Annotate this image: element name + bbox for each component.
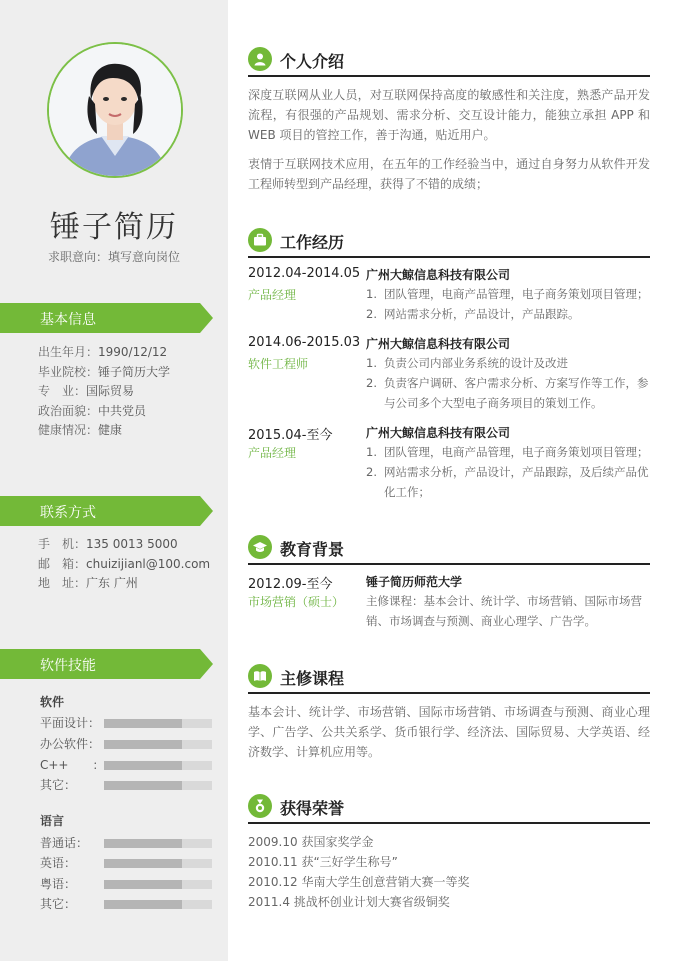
honor-item: 2009.10 获国家奖学金 (248, 835, 374, 849)
job-duties (366, 284, 650, 324)
skill-row: 其它： (40, 774, 220, 794)
skill-row: 平面设计： (40, 712, 220, 732)
skill-bar-fill (104, 839, 182, 848)
profile-photo (47, 42, 183, 178)
duty-item: 1. 团队管理，电商产品管理，电子商务策划项目管理； (366, 445, 649, 459)
skills-title: 软件技能 (40, 658, 96, 674)
skill-row: C++ ： (40, 754, 220, 774)
info-row-major: 专 业： 国际贸易 (38, 384, 135, 398)
section-work (248, 228, 650, 258)
section-band-contact (0, 496, 213, 526)
skill-bar-fill (104, 761, 182, 770)
band-arrow-shape (0, 303, 213, 333)
job-duties (366, 353, 650, 413)
section-divider (248, 692, 650, 694)
job-role: 软件工程师 (248, 357, 309, 371)
duty-item: 2. 负责客户调研、客户需求分析、方案写作等工作，参与公司多个大型电子商务项目的策划工作。 (366, 376, 649, 410)
skill-bar (104, 719, 212, 728)
skill-bar (104, 880, 212, 889)
intro-title: 个人介绍 (280, 52, 345, 71)
skill-bar-fill (104, 740, 182, 749)
basic-info-list (38, 343, 170, 441)
profile-name: 锤子简历 (50, 210, 178, 245)
skill-row: 其它： (40, 893, 220, 913)
duty-item: 2. 网站需求分析，产品设计，产品跟踪。 (366, 307, 580, 321)
contact-row-email: 邮 箱： chuizijianl@100.com (38, 556, 211, 571)
section-courses (248, 664, 650, 694)
skill-bar (104, 761, 212, 770)
skill-row: 办公软件： (40, 733, 220, 753)
job-dates: 2015.04-至今 (248, 428, 333, 443)
avatar (49, 44, 181, 176)
info-row-school: 毕业院校： 锤子简历大学 (38, 364, 171, 379)
skill-bar-fill (104, 719, 182, 728)
band-arrow-shape (0, 496, 213, 526)
contact-row-address: 地 址： 广东 广州 (38, 576, 138, 590)
honor-item: 2011.4 挑战杯创业计划大赛省级铜奖 (248, 895, 450, 909)
courses-text: 基本会计、统计学、市场营销、国际市场营销、市场调查与预测、商业心理学、广告学、公共关系学、货币银行学、经济法、国际贸易、大学英语、经济数学、计算机应用等。 (248, 705, 650, 759)
skill-group-language: 语言 (40, 814, 65, 828)
contact-row-phone: 手 机： 135 0013 5000 (38, 537, 178, 551)
skill-bar (104, 781, 212, 790)
education-dates: 2012.09-至今 (248, 577, 333, 592)
honors-title: 获得荣誉 (280, 799, 345, 818)
job-company: 广州大鲸信息科技有限公司 (366, 337, 511, 351)
duty-item: 1. 负责公司内部业务系统的设计及改进 (366, 356, 568, 370)
honor-item: 2010.11 获“三好学生称号” (248, 855, 398, 869)
job-intent: 求职意向：填写意向岗位 (47, 250, 180, 264)
intro-paragraph-2: 衷情于互联网技术应用，在五年的工作经验当中，通过自身努力从软件开发工程师转型到产品经理，获得了不错的成绩； (248, 157, 650, 191)
education-school: 锤子简历师范大学 (366, 575, 463, 589)
skill-bar (104, 859, 212, 868)
skill-bar (104, 900, 212, 909)
section-honors (248, 794, 650, 824)
duty-item: 2. 网站需求分析，产品设计，产品跟踪，及后续产品优化工作； (366, 465, 649, 499)
education-courses: 主修课程：基本会计、统计学、市场营销、国际市场营销、市场调查与预测、商业心理学、广告学。 (366, 594, 642, 628)
skill-row: 粤语： (40, 873, 220, 893)
section-education (248, 535, 650, 565)
skill-bar-fill (104, 900, 182, 909)
info-row-politics: 政治面貌： 中共党员 (38, 403, 147, 418)
job-dates: 2012.04-2014.05 (248, 266, 361, 281)
job-role: 产品经理 (248, 446, 297, 460)
graduation-cap-icon (248, 535, 272, 559)
honor-item: 2010.12 华南大学生创意营销大赛一等奖 (248, 875, 470, 889)
skill-bar (104, 839, 212, 848)
section-band-skills (0, 649, 213, 679)
job-company: 广州大鲸信息科技有限公司 (366, 268, 511, 282)
section-intro (248, 47, 650, 77)
contact-list (38, 535, 210, 594)
education-major: 市场营销（硕士） (248, 595, 345, 609)
skill-bar-fill (104, 781, 182, 790)
person-icon (248, 47, 272, 71)
band-arrow-shape (0, 649, 213, 679)
job-role: 产品经理 (248, 288, 297, 302)
duty-item: 1. 团队管理，电商产品管理，电子商务策划项目管理； (366, 287, 649, 301)
courses-title: 主修课程 (280, 669, 345, 688)
briefcase-icon (248, 228, 272, 252)
skill-bar-fill (104, 880, 182, 889)
book-icon (248, 664, 272, 688)
info-row-birth: 出生年月： 1990/12/12 (38, 345, 168, 359)
intro-paragraph-1: 深度互联网从业人员，对互联网保持高度的敏感性和关注度，熟悉产品开发流程，有很强的产品规划、需求分析、交互设计能力，能独立承担 APP 和 WEB 项目的管控工作，善于沟通，贴近用户。 (248, 88, 650, 142)
skill-bar-fill (104, 859, 182, 868)
sidebar (0, 0, 228, 961)
work-title: 工作经历 (280, 233, 345, 252)
basic-info-title: 基本信息 (40, 312, 96, 328)
job-dates: 2014.06-2015.03 (248, 335, 361, 350)
skill-group-software: 软件 (40, 695, 65, 709)
medal-icon (248, 794, 272, 818)
skill-bar (104, 740, 212, 749)
section-divider (248, 256, 650, 258)
section-divider (248, 75, 650, 77)
section-divider (248, 563, 650, 565)
section-divider (248, 822, 650, 824)
section-band-basic-info (0, 303, 213, 333)
job-duties (366, 442, 650, 502)
skill-row: 英语： (40, 852, 220, 872)
education-title: 教育背景 (280, 540, 345, 559)
job-company: 广州大鲸信息科技有限公司 (366, 426, 511, 440)
info-row-health: 健康情况： 健康 (38, 423, 123, 437)
contact-title: 联系方式 (40, 505, 96, 521)
skill-row: 普通话： (40, 832, 220, 852)
